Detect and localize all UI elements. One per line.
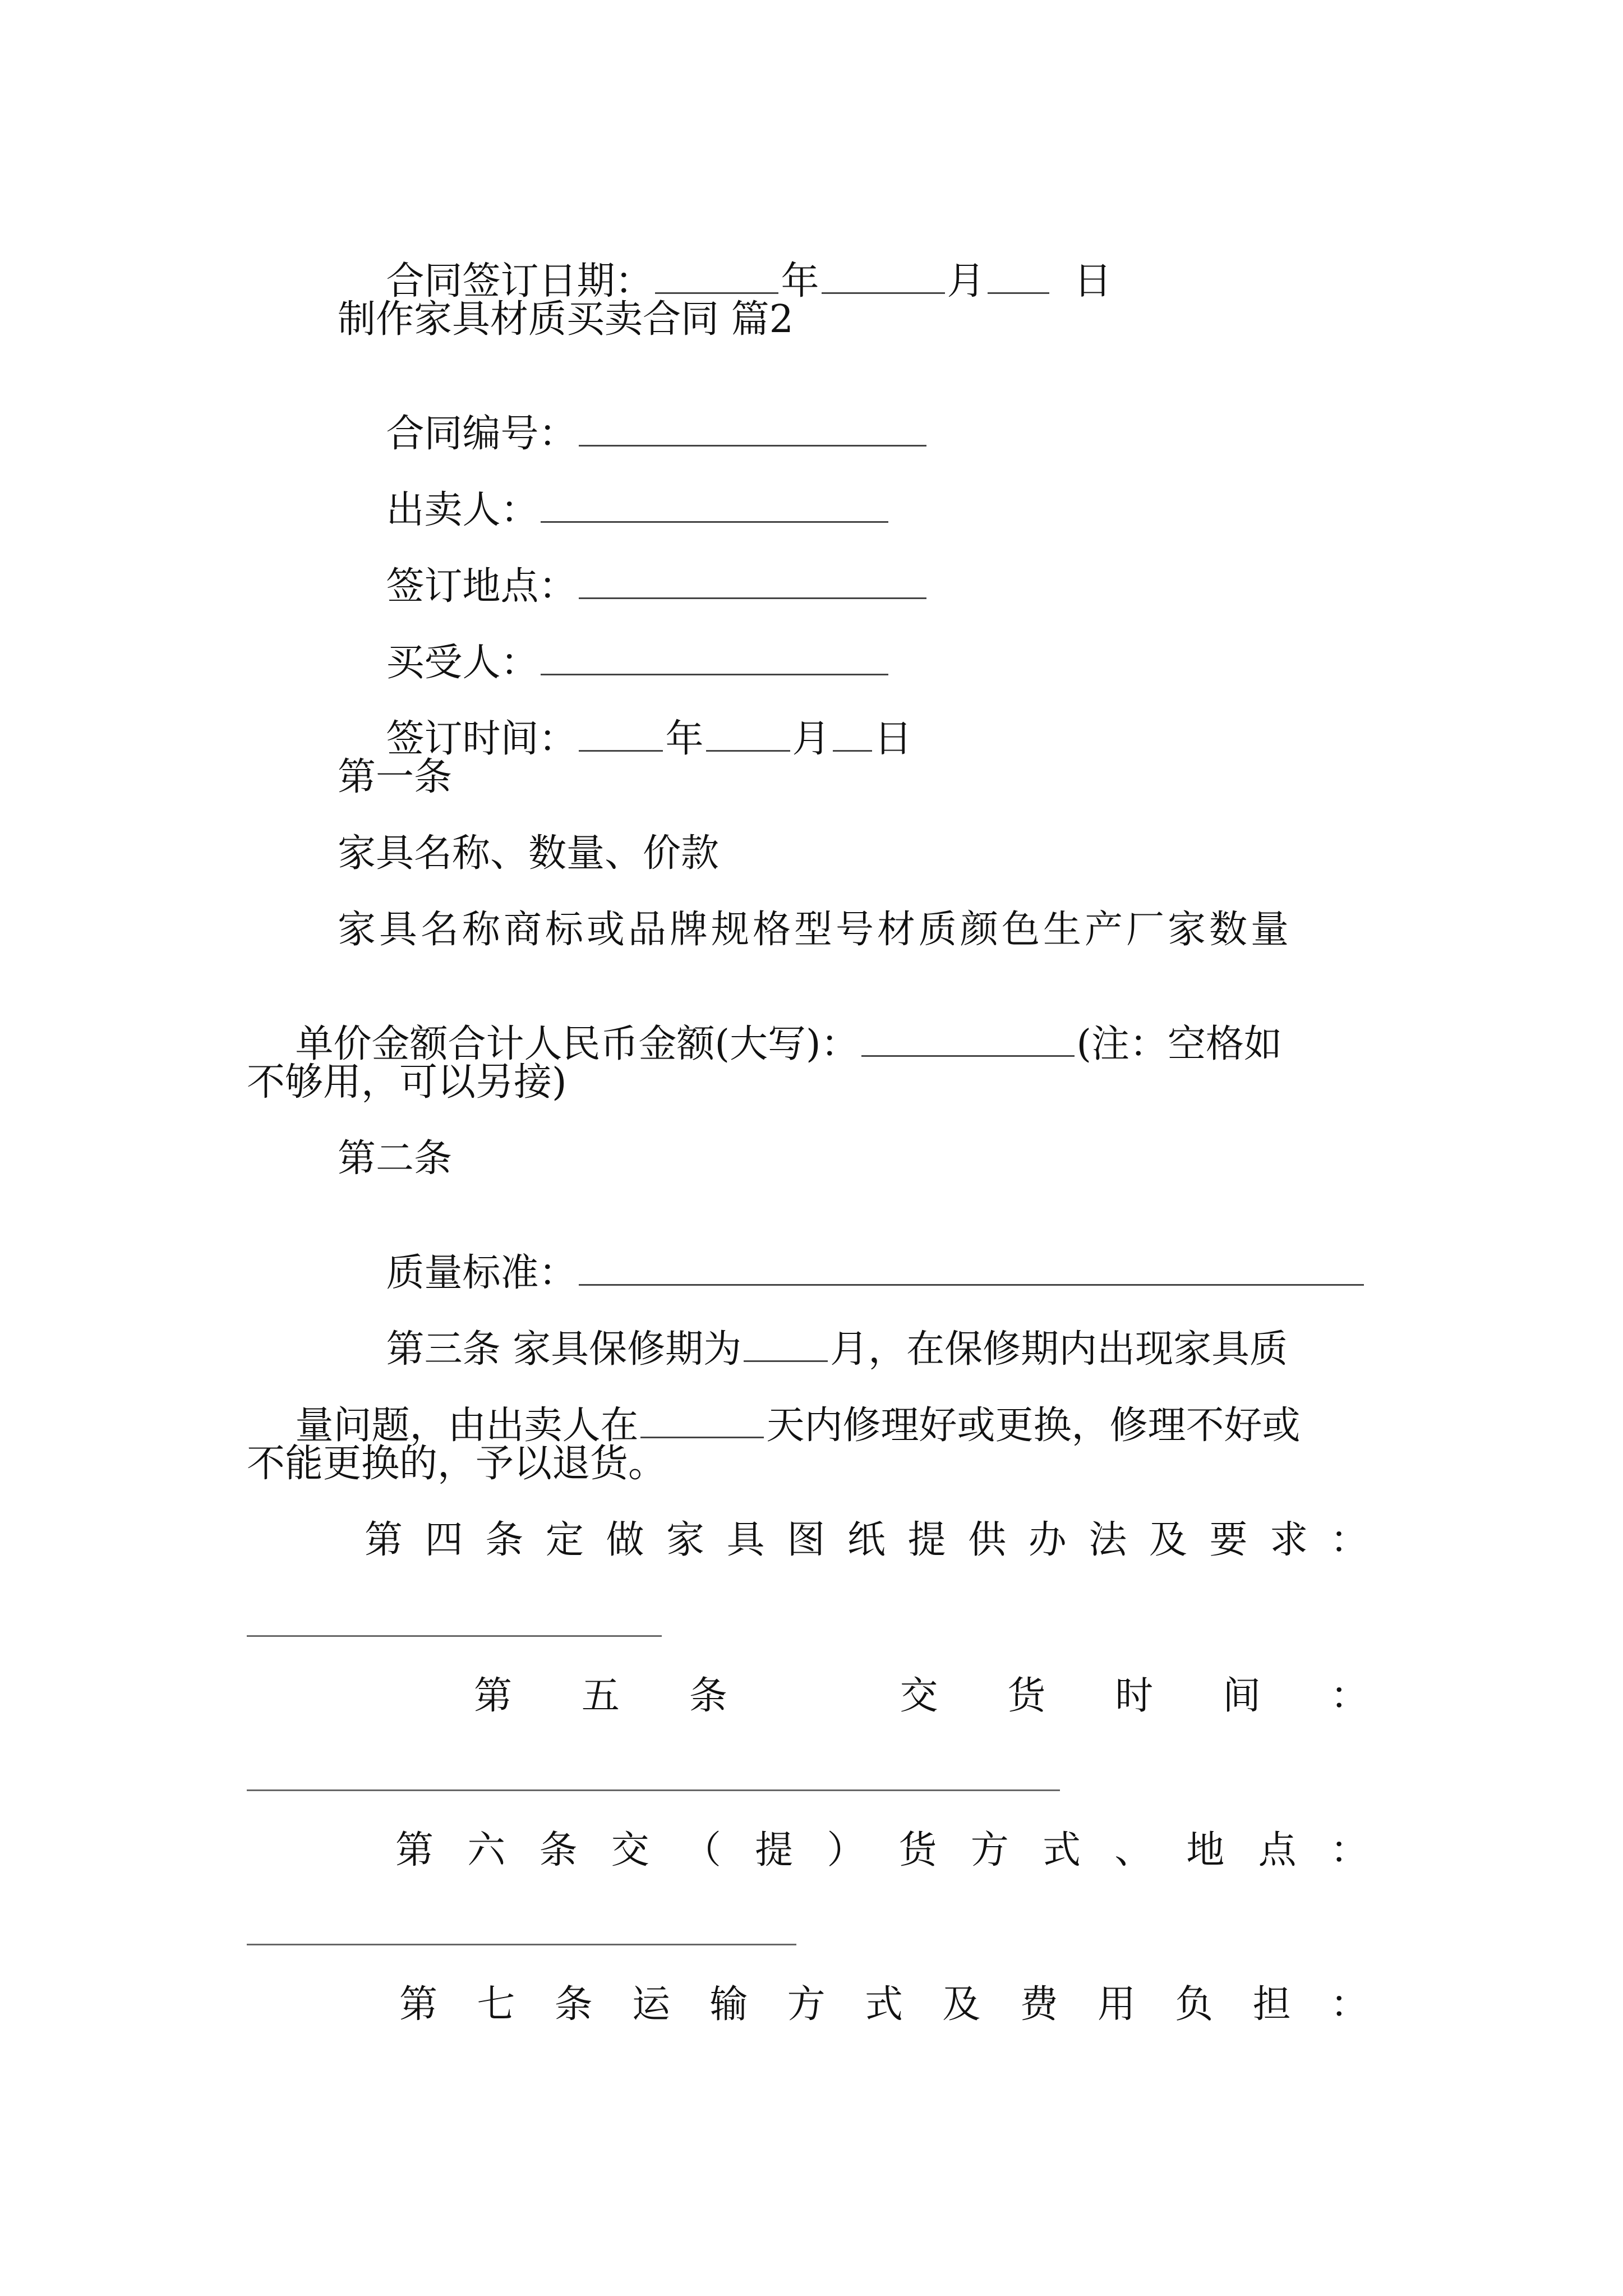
article4-char: ： bbox=[1330, 1518, 1368, 1562]
article7-char: 费 bbox=[1020, 1982, 1058, 2027]
article6-char: 式 bbox=[1042, 1828, 1081, 1872]
sign-year-text: 年 bbox=[665, 717, 704, 761]
article5-line bbox=[474, 1674, 1368, 1718]
sign-time-label: 签订时间： bbox=[386, 717, 577, 761]
article4-char: 法 bbox=[1089, 1518, 1127, 1562]
article4-char: 具 bbox=[726, 1518, 765, 1562]
article3-a-post: 月，在保修期内出现家具质 bbox=[830, 1327, 1288, 1372]
article5-char: 第 bbox=[474, 1674, 513, 1718]
article6-char: （ bbox=[683, 1828, 721, 1872]
article5-char: ： bbox=[1330, 1674, 1368, 1718]
article4-char: 第 bbox=[365, 1518, 403, 1562]
article4-char: 家 bbox=[666, 1518, 705, 1562]
article3-b-pre: 量问题，由出卖人在 bbox=[295, 1404, 639, 1448]
article5-blank bbox=[247, 1789, 1060, 1791]
article6-char: 交 bbox=[611, 1828, 649, 1872]
article4-char: 四 bbox=[425, 1518, 463, 1562]
place-blank bbox=[579, 597, 926, 599]
article4-char: 图 bbox=[787, 1518, 826, 1562]
article7-char: 运 bbox=[631, 1982, 670, 2027]
article4-char: 定 bbox=[545, 1518, 584, 1562]
article4-char: 纸 bbox=[847, 1518, 886, 1562]
sign-day-text: 日 bbox=[874, 717, 912, 761]
contract-no-blank bbox=[579, 444, 926, 447]
seller-label: 出卖人： bbox=[386, 488, 539, 532]
article1-title: 第一条 bbox=[338, 755, 453, 799]
article5-char: 货 bbox=[1007, 1674, 1046, 1718]
article1-text-b-post: (注：空格如 bbox=[1076, 1022, 1283, 1066]
sign-month-blank bbox=[706, 749, 790, 752]
article4-line bbox=[365, 1518, 1368, 1562]
buyer-blank bbox=[541, 673, 888, 675]
article3-text-c: 不能更换的，予以退货。 bbox=[247, 1442, 667, 1486]
repair-days-blank bbox=[640, 1436, 764, 1438]
article5-char: 条 bbox=[689, 1674, 727, 1718]
article5-char: 间 bbox=[1223, 1674, 1261, 1718]
article4-char: 供 bbox=[968, 1518, 1007, 1562]
article1-text-b-pre: 单价金额合计人民币金额(大写)： bbox=[295, 1022, 859, 1066]
buyer-label: 买受人： bbox=[386, 641, 539, 685]
article7-line bbox=[399, 1982, 1368, 2027]
article6-blank bbox=[247, 1944, 796, 1945]
article5-char: 交 bbox=[900, 1674, 938, 1718]
article5-char: 时 bbox=[1115, 1674, 1154, 1718]
article5-char: 五 bbox=[581, 1674, 620, 1718]
article7-char: 担 bbox=[1252, 1982, 1291, 2027]
month-blank bbox=[822, 292, 945, 294]
article4-char: 要 bbox=[1209, 1518, 1248, 1562]
article7-char: 及 bbox=[942, 1982, 981, 2027]
article6-char: 六 bbox=[467, 1828, 506, 1872]
sign-day-blank bbox=[833, 749, 872, 752]
article7-char: 条 bbox=[554, 1982, 593, 2027]
article7-char: 七 bbox=[477, 1982, 515, 2027]
section-heading: 制作家具材质买卖合同 篇2 bbox=[338, 297, 794, 342]
article6-char: 提 bbox=[755, 1828, 794, 1872]
article6-char: 第 bbox=[395, 1828, 434, 1872]
article6-char: 方 bbox=[970, 1828, 1009, 1872]
sign-month-text: 月 bbox=[792, 717, 831, 761]
place-label: 签订地点： bbox=[386, 564, 577, 609]
article7-char: 第 bbox=[399, 1982, 438, 2027]
article1-text-a: 家具名称商标或品牌规格型号材质颜色生产厂家数量 bbox=[338, 908, 1293, 952]
article6-line bbox=[395, 1828, 1368, 1872]
article7-char: 式 bbox=[864, 1982, 903, 2027]
amount-blank bbox=[861, 1055, 1075, 1057]
year-text: 年 bbox=[781, 259, 819, 303]
article4-char: 做 bbox=[606, 1518, 644, 1562]
article4-char: 条 bbox=[485, 1518, 524, 1562]
article4-char: 及 bbox=[1149, 1518, 1187, 1562]
article6-char: ） bbox=[827, 1828, 865, 1872]
article4-char: 求 bbox=[1270, 1518, 1308, 1562]
quality-blank bbox=[579, 1283, 1364, 1286]
article6-char: 条 bbox=[539, 1828, 578, 1872]
day-blank bbox=[988, 292, 1049, 294]
article7-char: 负 bbox=[1175, 1982, 1214, 2027]
seller-blank bbox=[541, 521, 888, 523]
article4-char: 办 bbox=[1028, 1518, 1067, 1562]
article1-text-c: 不够用，可以另接) bbox=[247, 1060, 567, 1105]
sign-year-blank bbox=[579, 749, 663, 752]
article3-a-pre: 第三条 家具保修期为 bbox=[386, 1327, 742, 1372]
article7-char: 输 bbox=[709, 1982, 748, 2027]
article7-char: 方 bbox=[787, 1982, 826, 2027]
year-blank bbox=[655, 292, 778, 294]
warranty-blank bbox=[744, 1360, 828, 1362]
article7-char: ： bbox=[1330, 1982, 1368, 2027]
article7-char: 用 bbox=[1097, 1982, 1136, 2027]
article6-char: 、 bbox=[1114, 1828, 1153, 1872]
article6-char: 点 bbox=[1258, 1828, 1297, 1872]
quality-label: 质量标准： bbox=[386, 1251, 577, 1295]
signing-date-label: 合同签订日期： bbox=[386, 259, 653, 303]
article3-b-post: 天内修理好或更换，修理不好或 bbox=[766, 1404, 1301, 1448]
article2-title: 第二条 bbox=[338, 1137, 453, 1181]
day-text: 日 bbox=[1073, 259, 1112, 303]
article6-char: ： bbox=[1330, 1828, 1368, 1872]
article6-char: 货 bbox=[898, 1828, 937, 1872]
article4-char: 提 bbox=[907, 1518, 946, 1562]
month-text: 月 bbox=[947, 259, 985, 303]
article4-blank bbox=[247, 1635, 662, 1637]
article1-subtitle: 家具名称、数量、价款 bbox=[338, 831, 720, 876]
contract-no-label: 合同编号： bbox=[386, 412, 577, 456]
article6-char: 地 bbox=[1186, 1828, 1225, 1872]
